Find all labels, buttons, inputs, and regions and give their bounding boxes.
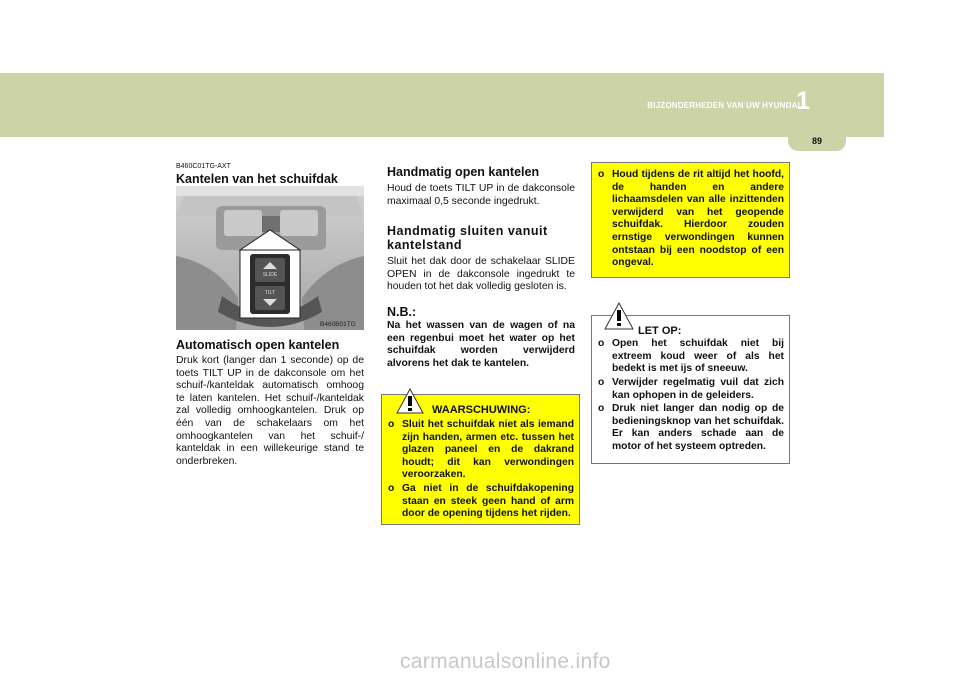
warning-item-text: Ga niet in de schuifdakopening staan en steek geen hand of arm door de opening tijdens het rijden. [402, 483, 574, 520]
manual-close-title: Handmatig sluiten vanuit kantelstand [387, 224, 548, 252]
caution-triangle-icon [604, 302, 634, 330]
bullet-marker: o [388, 419, 395, 430]
chapter-title: BIJZONDERHEDEN VAN UW HYUNDAI [647, 101, 800, 110]
auto-tilt-text: Druk kort (langer dan 1 seconde) op de toets TILT UP in de dakconsole om het schuif-/kanteldak automatisch omhoog te laten kantelen. Het schuif-/kanteldak zal volledig omhoogkantelen. Druk op één van de schakelaars om het omhoogkantelen van het schuif-/ kanteldak in een willekeurige stand te onderbreken. [176, 355, 364, 467]
sunroof-console-figure [176, 186, 364, 330]
warning-item-text: Houd tijdens de rit altijd het hoofd, de handen en andere lichaamsdelen van alle inzittenden verwijderd van het geopende schuifdak. Hierdoor zouden ernstige verwondingen kunnen ontstaan bij een noodstop of een ongeval. [612, 169, 784, 269]
bullet-marker: o [598, 169, 605, 180]
tilt-button-label: TILT [265, 290, 275, 296]
manual-close-text: Sluit het dak door de schakelaar SLIDE OPEN in de dakconsole ingedrukt te houden tot het dak volledig gesloten is. [387, 256, 575, 293]
section-title: Kantelen van het schuifdak [176, 172, 338, 186]
caution-item-text: Druk niet langer dan nodig op de bedieningsknop van het schuifdak. Er kan anders schade aan de motor of het systeem optreden. [612, 403, 784, 452]
auto-tilt-title: Automatisch open kantelen [176, 338, 340, 352]
caution-box [591, 315, 790, 464]
caution-item-text: Open het schuifdak niet bij extreem koud weer of als het bedekt is met ijs of sneeuw. [612, 338, 784, 375]
warning-item-text: Sluit het schuifdak niet als iemand zijn handen, armen etc. tussen het glazen paneel en de dakrand houdt; dit kan verwondingen veroorzaken. [402, 419, 574, 481]
watermark: carmanualsonline.info [400, 650, 611, 673]
manual-open-title: Handmatig open kantelen [387, 165, 540, 179]
bullet-marker: o [598, 338, 605, 349]
manual-open-text: Houd de toets TILT UP in de dakconsole maximaal 0,5 seconde ingedrukt. [387, 183, 575, 207]
warning-box-continued [591, 162, 790, 278]
slide-button-label: SLIDE [262, 272, 278, 278]
reference-code: B460C01TG-AXT [176, 163, 231, 170]
caution-item-text: Verwijder regelmatig vuil dat zich kan ophopen in de geleiders. [612, 377, 784, 401]
warning-box [381, 394, 580, 525]
console-illustration [176, 186, 364, 330]
note-text: Na het wassen van de wagen of na een regenbui moet het water op het schuifdak worden verwijderd alvorens het dak te kantelen. [387, 320, 575, 369]
figure-code: B460B01TG [320, 321, 356, 328]
page-number: 89 [811, 136, 822, 146]
warning-triangle-icon [396, 388, 424, 414]
caution-title: LET OP: [638, 325, 682, 337]
note-title: N.B.: [387, 305, 417, 319]
bullet-marker: o [598, 377, 605, 388]
bullet-marker: o [598, 403, 605, 414]
chapter-number: 1 [796, 87, 810, 115]
warning-title: WAARSCHUWING: [432, 404, 531, 416]
bullet-marker: o [388, 483, 395, 494]
